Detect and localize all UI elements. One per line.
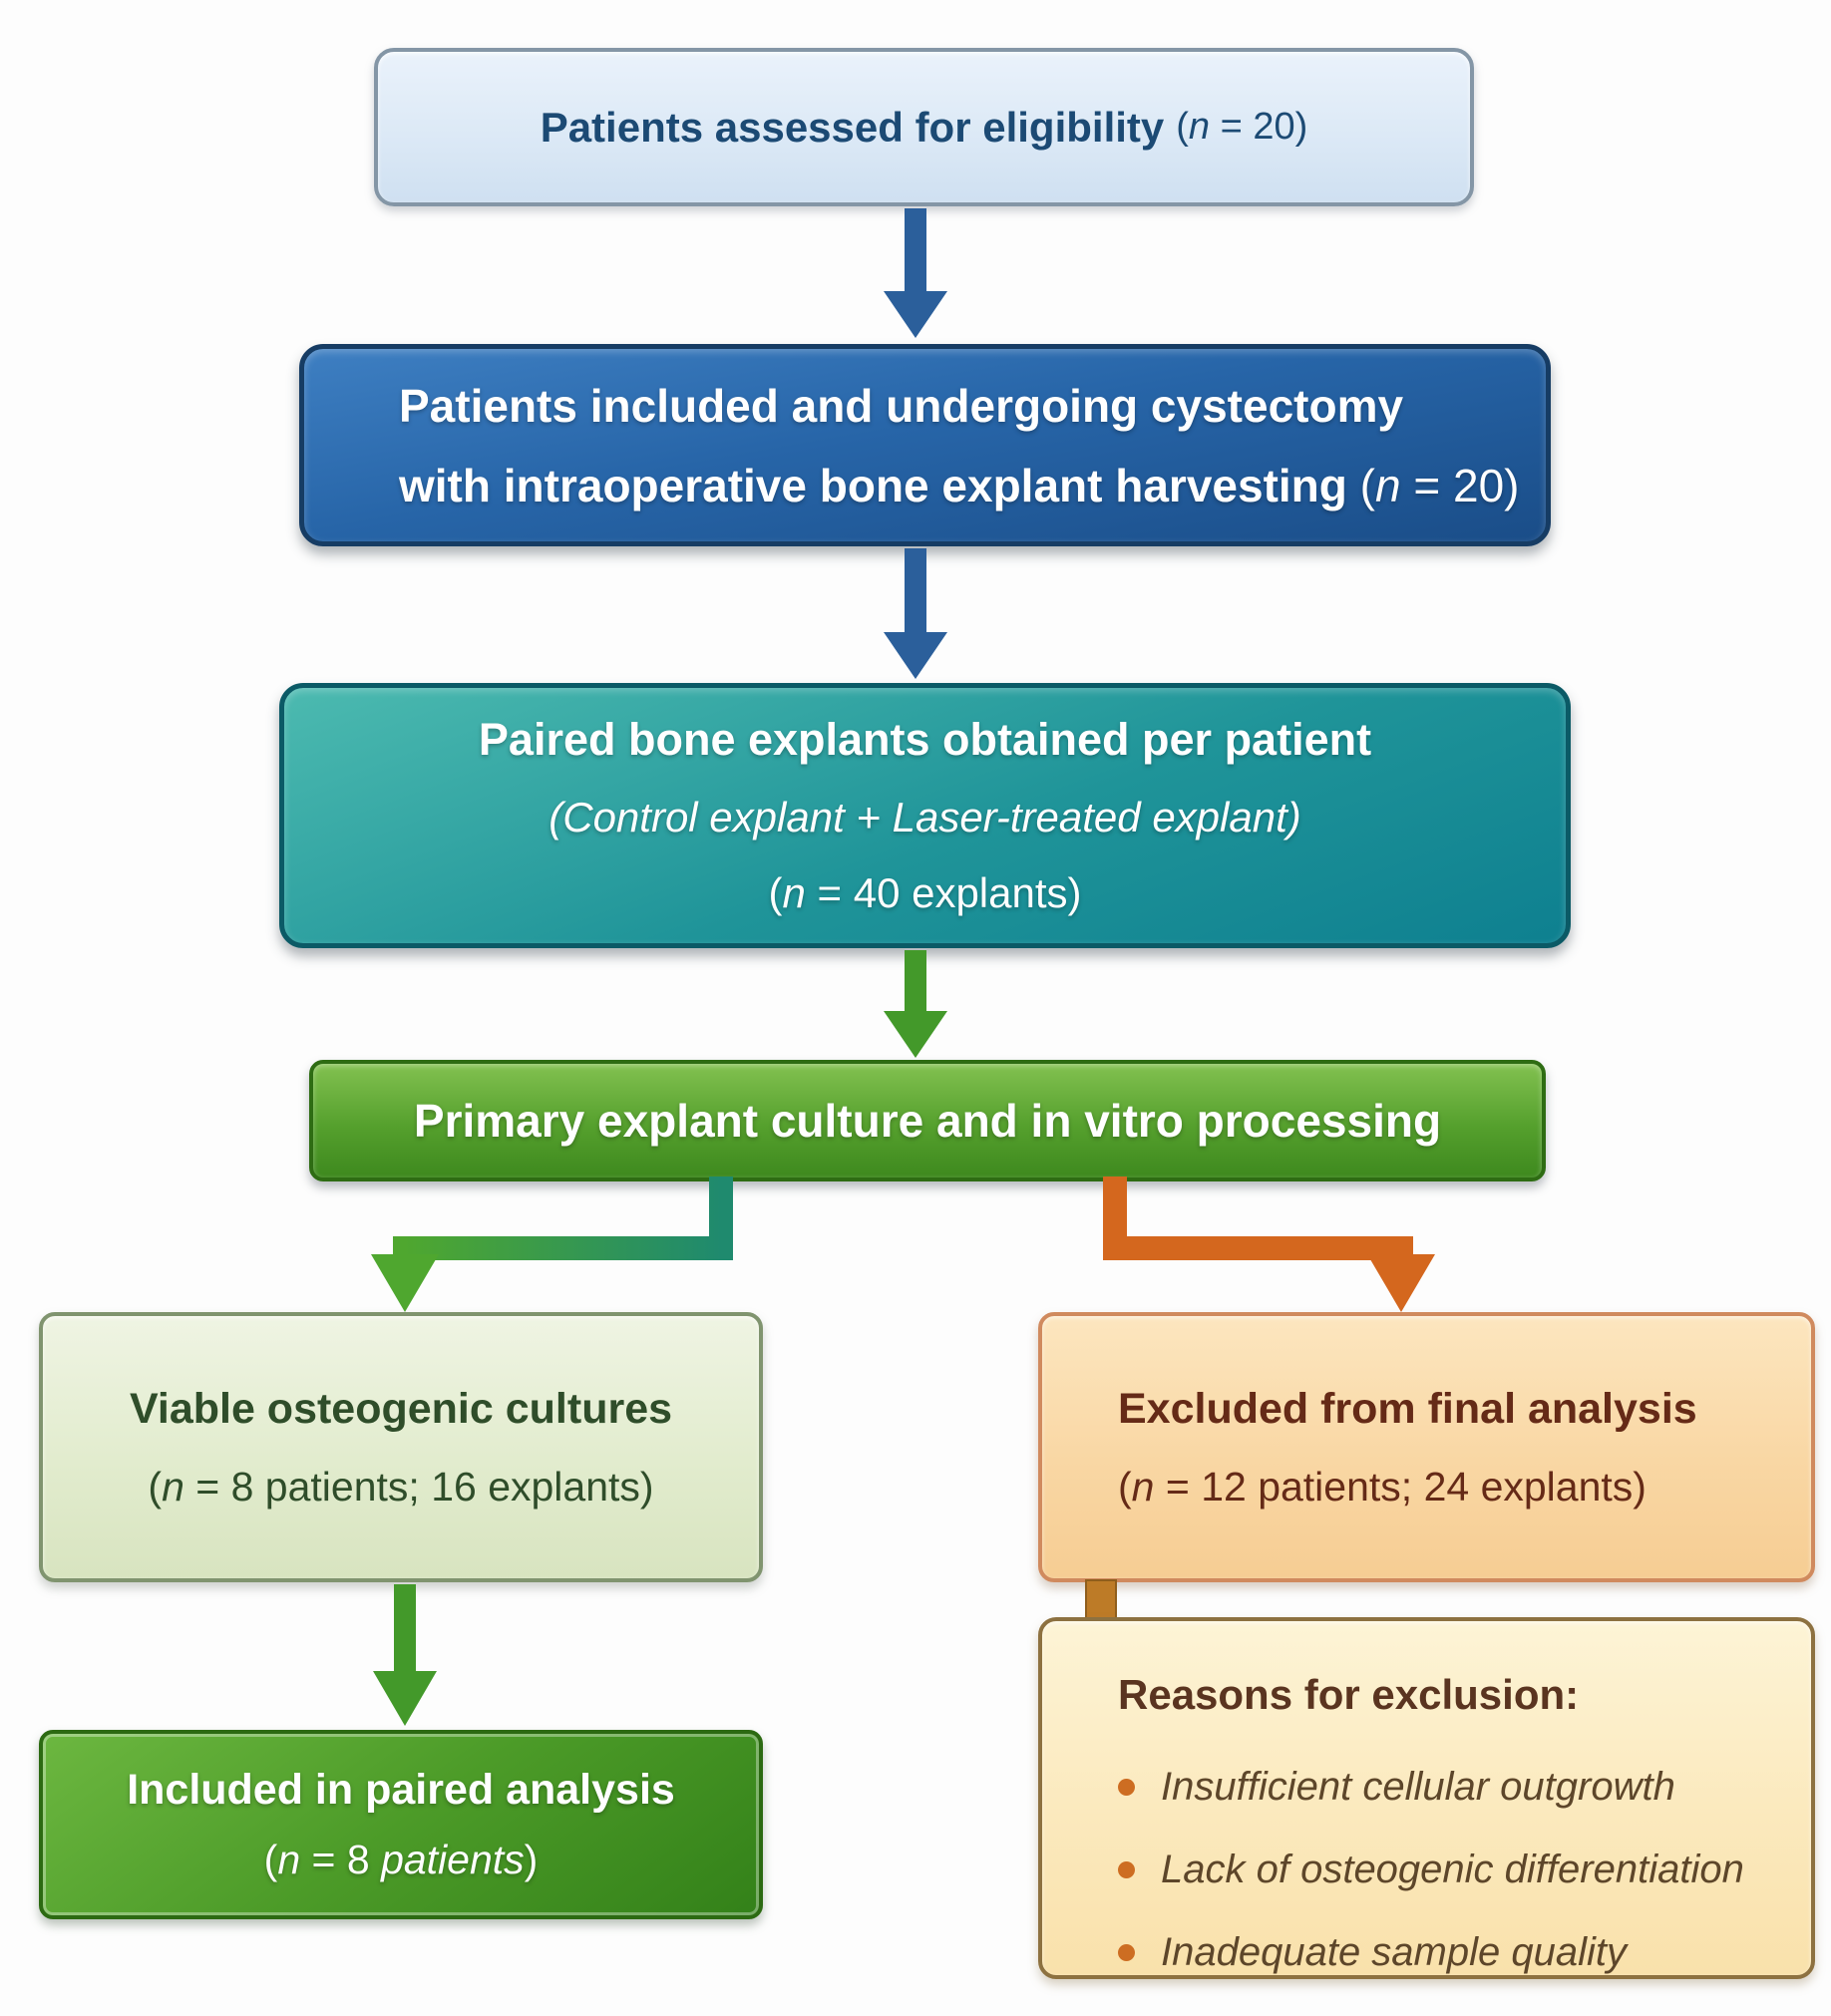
branch-right-arrow-icon <box>1115 1176 1435 1312</box>
primary-culture-box <box>309 1060 1546 1181</box>
reason-text: Inadequate sample quality <box>1161 1930 1627 1974</box>
excluded-box <box>1038 1312 1815 1582</box>
arrow-down-green-icon <box>373 1584 437 1726</box>
eligibility-box <box>374 48 1474 206</box>
paired-analysis-line2: (n = 8 patients) <box>263 1837 539 1882</box>
viable-cultures-box <box>39 1312 763 1582</box>
paired-analysis-box <box>39 1730 763 1919</box>
eligibility-title: Patients assessed for eligibility <box>540 103 1165 151</box>
paired-explants-box <box>279 683 1571 948</box>
branch-left-arrow-icon <box>371 1176 721 1312</box>
cystectomy-box <box>299 344 1551 546</box>
connector-block <box>1085 1579 1117 1621</box>
paired-explants-line2: (Control explant + Laser-treated explant) <box>549 794 1301 840</box>
reason-text: Lack of osteogenic differentiation <box>1161 1848 1744 1891</box>
eligibility-count: (n = 20) <box>1176 106 1308 148</box>
reason-item <box>1118 1848 1781 1892</box>
arrow-down-blue-icon <box>884 548 947 679</box>
paired-explants-line3: (n = 40 explants) <box>768 869 1082 916</box>
arrow-down-blue-icon <box>884 208 947 338</box>
viable-cultures-line1: Viable osteogenic cultures <box>129 1384 673 1433</box>
excluded-line2: (n = 12 patients; 24 explants) <box>1118 1463 1647 1510</box>
bullet-dot-icon <box>1118 1779 1135 1796</box>
reason-item <box>1118 1930 1781 1975</box>
excluded-line1: Excluded from final analysis <box>1118 1384 1697 1433</box>
reasons-heading: Reasons for exclusion: <box>1118 1671 1580 1718</box>
paired-analysis-line1: Included in paired analysis <box>127 1766 675 1814</box>
primary-culture-title: Primary explant culture and in vitro processing <box>413 1095 1442 1147</box>
reason-text: Insufficient cellular outgrowth <box>1161 1765 1675 1809</box>
reason-item <box>1118 1765 1781 1810</box>
reasons-box <box>1038 1617 1815 1979</box>
paired-explants-line1: Paired bone explants obtained per patient <box>478 714 1372 765</box>
bullet-dot-icon <box>1118 1944 1135 1961</box>
bullet-dot-icon <box>1118 1861 1135 1878</box>
cystectomy-line1: Patients included and undergoing cystectomy <box>399 379 1404 432</box>
branch-arrows <box>0 1176 1831 1316</box>
cystectomy-line2: with intraoperative bone explant harvesting (n = 20) <box>399 459 1520 511</box>
arrow-down-green-icon <box>884 950 947 1058</box>
viable-cultures-line2: (n = 8 patients; 16 explants) <box>148 1463 654 1510</box>
